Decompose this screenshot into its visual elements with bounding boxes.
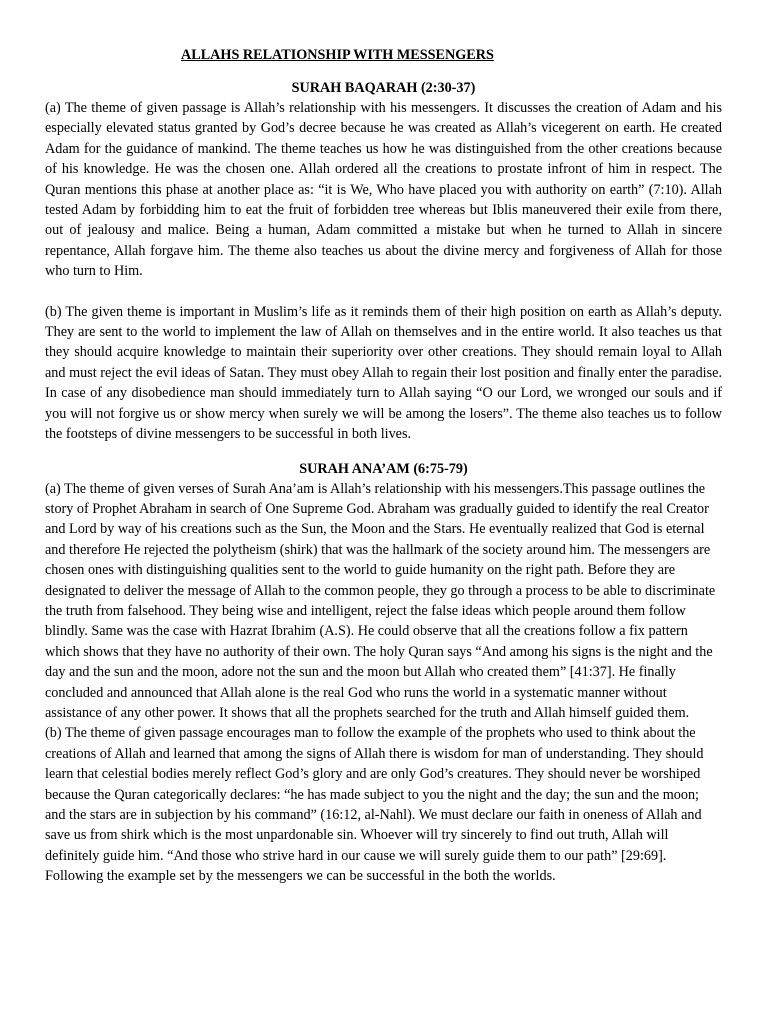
baqarah-paragraph-b: (b) The given theme is important in Muslim’s life as it reminds them of their high position on earth as Allah’s deputy. They are sent to the world to implement the law of Allah on themselves and in the entire world. It also teaches us that they should acquire knowledge to maintain their superiority over other creations. They should remain loyal to Allah and must reject the evil ideas of Satan. They must obey Allah to regain their lost position and finally enter the paradise. In case of any disobedience man should immediately turn to Allah saying “O our Lord, we wronged our souls and if you will not forgive us or show mercy when surely we will be among the losers”. The theme also teaches us to follow the footsteps of divine messengers to be successful in both lives. <box>45 303 722 443</box>
document-page <box>45 45 722 887</box>
paragraph-spacer <box>45 282 722 302</box>
document-title: ALLAHS RELATIONSHIP WITH MESSENGERS <box>181 47 494 63</box>
baqarah-paragraph-a: (a) The theme of given passage is Allah’s relationship with his messengers. It discusses the creation of Adam and his especially elevated status granted by God’s decree because he was created as Allah’s vicegerent on earth. He created Adam for the guidance of mankind. The theme teaches us how he was distinguished from the other creations because of his knowledge. He was the chosen one. Allah ordered all the creations to prostate infront of him in respect. The Quran mentions this phase at another place as: “it is We, Who have placed you with authority on earth” (7:10). Allah tested Adam by forbidding him to eat the fruit of forbidden tree whereas but Iblis maneuvered their exile from there, out of jealousy and malice. Being a human, Adam committed a mistake but when he turned to Allah in sincere repentance, Allah forgave him. The theme also teaches us about the divine mercy and forgiveness of Allah for those who turn to Him. <box>45 100 722 280</box>
anaam-paragraph-a: (a) The theme of given verses of Surah Ana’am is Allah’s relationship with his messengers.This passage outlines the story of Prophet Abraham in search of One Supreme God. Abraham was gradually guided to identify the real Creator and Lord by way of his creations such as the Sun, the Moon and the Stars. He eventually realized that God is eternal and therefore He rejected the polytheism (shirk) that was the hallmark of the society around him. The messengers are chosen ones with distinguishing qualities sent to the world to guide humanity on the right path. Before they are designated to deliver the message of Allah to the common people, they go through a process to be able to discriminate the truth from falsehood. They being wise and intelligent, reject the false ideas which people around them follow blindly. Same was the case with Hazrat Ibrahim (A.S). He could observe that all the creations follow a fix pattern which shows that they have no authority of their own. The holy Quran says “And among his signs is the night and the day and the sun and the moon, adore not the sun and the moon but Allah who created them” [41:37]. He finally concluded and announced that Allah alone is the real God who runs the world in a systematic manner without assistance of any other power. It shows that all the prophets searched for the truth and Allah himself guided them. <box>45 480 716 721</box>
section-heading-anaam: SURAH ANA’AM (6:75-79) <box>299 460 468 477</box>
section-spacer <box>45 445 722 459</box>
anaam-paragraph-b: (b) The theme of given passage encourages man to follow the example of the prophets who used to think about the creations of Allah and learned that among the signs of Allah there is wisdom for man of understanding. They should learn that celestial bodies merely reflect God’s glory and are only God’s creatures. They should never be worshiped because the Quran categorically declares: “he has made subject to you the night and the day; the sun and the moon; and the stars are in subjection by his command” (16:12, al-Nahl). We must declare our faith in oneness of Allah and save us from shirk which is the most unpardonable sin. Whoever will try sincerely to find out truth, Allah will definitely guide him. “And those who strive hard in our cause we will surely guide them to our path” [29:69]. Following the example set by the messengers we can be successful in the both the worlds. <box>45 725 704 885</box>
section-heading-baqarah: SURAH BAQARAH (2:30-37) <box>291 80 476 96</box>
